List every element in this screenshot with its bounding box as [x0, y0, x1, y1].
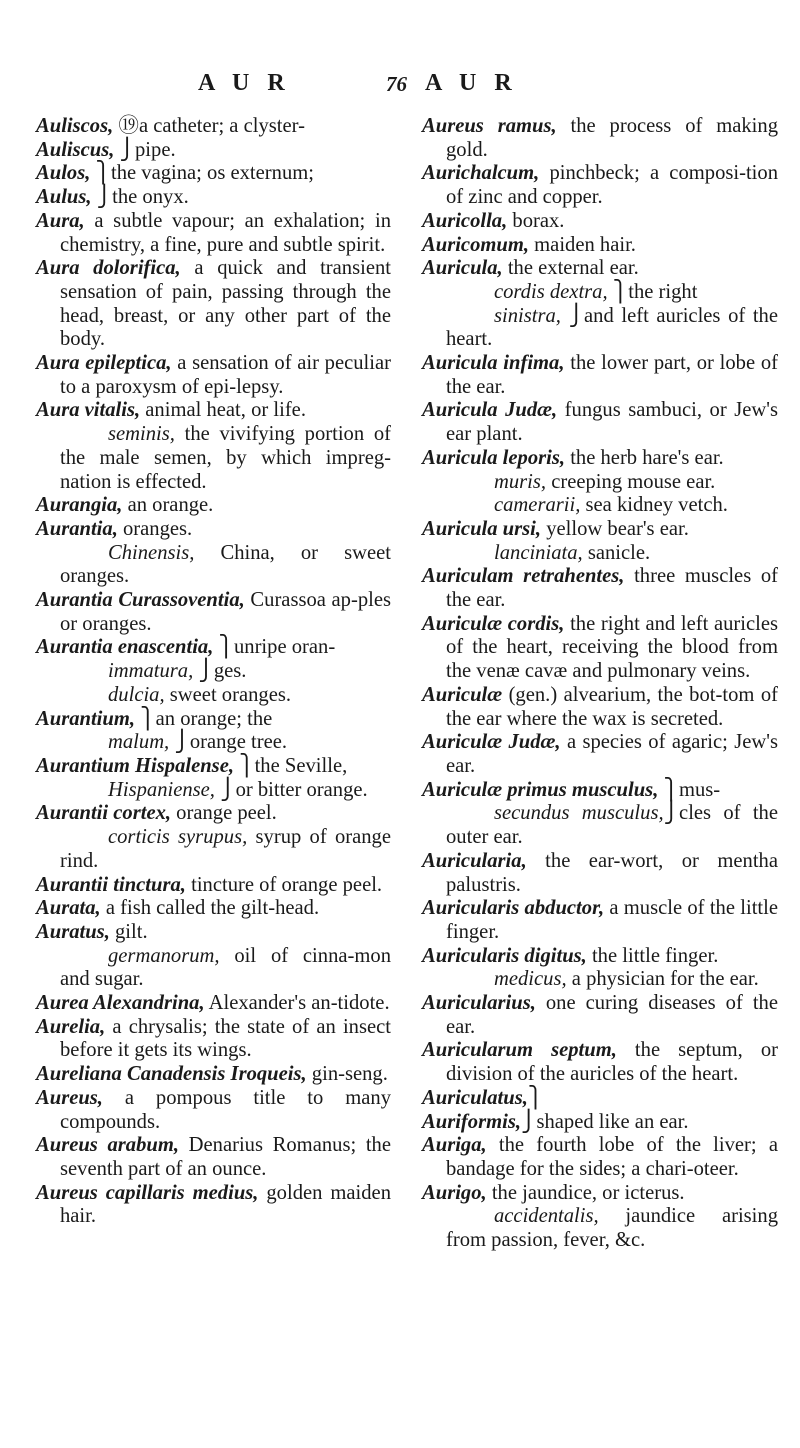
entry-definition: the right and left auricles of the heart, receiving the blood from the venæ cavæ and pulmonary veins. — [446, 612, 778, 683]
left-column — [36, 115, 391, 1229]
entry-headword: malum, — [108, 731, 170, 754]
entry-headword: germanorum, — [108, 944, 220, 967]
dictionary-entry — [422, 684, 778, 731]
entry-headword: Aurantii cortex, — [36, 802, 172, 825]
entry-definition: the external ear. — [502, 257, 639, 280]
dictionary-entry — [422, 992, 778, 1039]
dictionary-entry — [36, 115, 391, 139]
entry-headword: Aura vitalis, — [36, 399, 141, 422]
entry-headword: Auriculæ cordis, — [422, 612, 565, 635]
entry-definition: ⎫the vagina; os externum; — [90, 162, 314, 185]
dictionary-entry — [422, 162, 778, 209]
entry-headword: muris, — [494, 470, 547, 493]
entry-headword: Aurantium, — [36, 707, 136, 730]
entry-headword: cordis dextra, — [494, 280, 608, 303]
dictionary-entry — [422, 447, 778, 471]
entry-definition: the fourth lobe of the liver; a bandage for the sides; a chari-oteer. — [446, 1134, 778, 1180]
dictionary-entry — [36, 897, 391, 921]
entry-headword: Auricularis digitus, — [422, 944, 587, 967]
entry-headword: Auriformis, — [422, 1110, 521, 1133]
entry-headword: Aulus, — [36, 186, 92, 209]
dictionary-entry — [422, 352, 778, 399]
page-number: 76 — [386, 72, 407, 96]
entry-headword: Auliscos, — [36, 115, 114, 137]
entry-headword: immatura, — [108, 660, 194, 683]
dictionary-entry — [36, 494, 391, 518]
entry-headword: Aurichalcum, — [422, 162, 540, 185]
dictionary-entry — [36, 257, 391, 352]
dictionary-entry — [36, 802, 391, 826]
entry-headword: Aureus ramus, — [422, 115, 557, 137]
entry-headword: Auriculæ primus musculus, — [422, 778, 659, 801]
entry-headword: seminis, — [108, 423, 175, 446]
dictionary-entry — [36, 1063, 391, 1087]
dictionary-entry — [36, 139, 391, 163]
entry-headword: Hispaniense, — [108, 778, 215, 801]
dictionary-entry — [36, 731, 391, 755]
entry-headword: Auricularis abductor, — [422, 897, 605, 920]
dictionary-entry — [422, 731, 778, 778]
entry-headword: medicus, — [494, 968, 567, 991]
entry-headword: Auriculæ Judæ, — [422, 731, 561, 754]
entry-definition: sweet oranges. — [164, 683, 292, 706]
dictionary-entry — [36, 945, 391, 992]
dictionary-entry — [422, 399, 778, 446]
dictionary-entry — [36, 589, 391, 636]
entry-headword: Auricularius, — [422, 992, 536, 1015]
entry-definition: ⎫the right — [607, 280, 698, 303]
entry-definition: Denarius Romanus; the seventh part of an ounce. — [60, 1134, 391, 1180]
entry-definition: orange peel. — [171, 802, 277, 825]
dictionary-entry — [422, 1087, 778, 1111]
entry-headword: Auricomum, — [422, 233, 530, 256]
dictionary-entry — [422, 897, 778, 944]
entry-definition: golden maiden hair. — [60, 1181, 391, 1228]
dictionary-entry — [36, 636, 391, 660]
dictionary-entry — [422, 1111, 778, 1135]
entry-headword: Auriculatus, — [422, 1086, 528, 1109]
dictionary-entry — [422, 281, 778, 305]
dictionary-entry — [36, 1182, 391, 1229]
entry-definition: fungus sambuci, or Jew's ear plant. — [446, 399, 778, 446]
entry-headword: Aurantia enascentia, — [36, 636, 214, 659]
entry-definition: maiden hair. — [529, 233, 636, 256]
dictionary-entry — [422, 1039, 778, 1086]
entry-headword: Auricula Judæ, — [422, 399, 558, 422]
dictionary-entry — [422, 1134, 778, 1181]
dictionary-entry — [422, 968, 778, 992]
dictionary-entry — [36, 162, 391, 186]
dictionary-entry — [422, 850, 778, 897]
entry-headword: Auricularia, — [422, 849, 527, 872]
dictionary-entry — [422, 779, 778, 803]
dictionary-entry — [36, 186, 391, 210]
entry-definition: the septum, or division of the auricles of the heart. — [446, 1039, 778, 1086]
dictionary-entry — [422, 518, 778, 542]
entry-headword: Auratus, — [36, 920, 110, 943]
entry-headword: accidentalis, — [494, 1205, 599, 1228]
dictionary-entry — [422, 1182, 778, 1206]
dictionary-entry — [422, 494, 778, 518]
right-column — [422, 115, 778, 1253]
entry-definition: a sensation of air peculiar to a paroxysm of epi-lepsy. — [60, 352, 391, 398]
entry-headword: Aura, — [36, 209, 85, 232]
entry-definition: sea kidney vetch. — [580, 494, 728, 517]
entry-headword: Auriculam retrahentes, — [422, 565, 625, 588]
entry-headword: Aurata, — [36, 897, 101, 920]
dictionary-entry — [36, 826, 391, 873]
entry-definition: ⎭and left auricles of the heart. — [446, 304, 778, 351]
entry-headword: sinistra, — [494, 304, 561, 327]
dictionary-entry — [36, 755, 391, 779]
entry-definition: sanicle. — [582, 541, 651, 564]
entry-headword: Aurantia, — [36, 517, 118, 540]
entry-definition: the herb hare's ear. — [565, 446, 724, 469]
entry-headword: corticis syrupus, — [108, 826, 248, 849]
entry-definition: a muscle of the little finger. — [446, 897, 778, 943]
entry-definition: Alexander's an-tidote. — [204, 992, 390, 1015]
dictionary-entry — [36, 992, 391, 1016]
entry-definition: the jaundice, or icterus. — [486, 1181, 685, 1204]
entry-definition: ⎭the onyx. — [91, 186, 189, 209]
dictionary-entry — [422, 115, 778, 162]
dictionary-entry — [422, 234, 778, 258]
entry-definition: animal heat, or life. — [140, 399, 306, 422]
entry-headword: Auliscus, — [36, 138, 115, 161]
entry-headword: Aulos, — [36, 162, 91, 185]
entry-headword: Auricula leporis, — [422, 446, 566, 469]
entry-definition: ⎫the Seville, — [233, 754, 348, 777]
entry-headword: Auricula, — [422, 257, 503, 280]
entry-definition: ⎫ — [527, 1086, 544, 1109]
entry-headword: Aurantia Curassoventia, — [36, 589, 245, 612]
dictionary-entry — [36, 1016, 391, 1063]
entry-headword: camerarii, — [494, 494, 581, 517]
entry-headword: Auricolla, — [422, 209, 508, 232]
entry-headword: Aurantium Hispalense, — [36, 754, 234, 777]
entry-definition: tincture of orange peel. — [185, 873, 383, 896]
entry-definition: a species of agaric; Jew's ear. — [446, 731, 778, 777]
dictionary-entry — [36, 708, 391, 732]
dictionary-entry — [36, 352, 391, 399]
dictionary-entry — [422, 613, 778, 684]
entry-headword: Auricula ursi, — [422, 517, 542, 540]
entry-headword: dulcia, — [108, 683, 165, 706]
entry-headword: secundus musculus, — [494, 802, 664, 825]
dictionary-entry — [36, 1087, 391, 1134]
entry-definition: ⎭pipe. — [114, 138, 176, 161]
entry-definition: Curassoa ap-ples or oranges. — [60, 589, 392, 635]
entry-definition: gilt. — [109, 920, 148, 943]
dictionary-entry — [36, 874, 391, 898]
entry-headword: Auriculæ — [422, 683, 503, 706]
entry-definition: creeping mouse ear. — [546, 470, 716, 493]
entry-definition: oil of cinna-mon and sugar. — [60, 944, 391, 991]
header-left: A U R — [198, 70, 291, 96]
dictionary-entry — [36, 542, 391, 589]
dictionary-entry — [422, 210, 778, 234]
entry-definition: the little finger. — [586, 944, 719, 967]
dictionary-entry — [36, 779, 391, 803]
dictionary-entry — [422, 471, 778, 495]
entry-definition: the lower part, or lobe of the ear. — [446, 352, 779, 398]
entry-definition: the ear-wort, or mentha palustris. — [446, 849, 778, 896]
dictionary-entry — [36, 684, 391, 708]
entry-definition: a quick and transient sensation of pain, passing through the head, breast, or any other part of the body. — [60, 257, 391, 351]
entry-definition: a subtle vapour; an exhalation; in chemistry, a fine, pure and subtle spirit. — [60, 209, 391, 256]
entry-headword: Aurantii tinctura, — [36, 873, 186, 896]
entry-definition: a chrysalis; the state of an insect before it gets its wings. — [60, 1015, 391, 1062]
entry-definition: ⎭shaped like an ear. — [521, 1110, 689, 1133]
entry-headword: Aurelia, — [36, 1015, 106, 1038]
dictionary-entry — [422, 257, 778, 281]
entry-definition: ⑲a catheter; a clyster- — [113, 115, 305, 137]
entry-headword: Auricularum septum, — [422, 1039, 617, 1062]
dictionary-entry — [36, 518, 391, 542]
dictionary-entry — [422, 802, 778, 849]
entry-definition: the process of making gold. — [446, 115, 778, 161]
entry-headword: Chinensis, — [108, 541, 195, 564]
dictionary-entry — [422, 305, 778, 352]
dictionary-entry — [36, 1134, 391, 1181]
entry-definition: yellow bear's ear. — [541, 517, 689, 540]
entry-definition: jaundice arising from passion, fever, &c. — [446, 1205, 778, 1252]
entry-definition: oranges. — [117, 517, 193, 540]
header-right: A U R — [425, 70, 518, 96]
dictionary-entry — [36, 210, 391, 257]
entry-definition: a fish called the gilt-head. — [100, 897, 320, 920]
entry-headword: lanciniata, — [494, 541, 583, 564]
entry-definition: a pompous title to many compounds. — [60, 1086, 391, 1133]
entry-definition: ⎫mus- — [658, 778, 721, 801]
entry-definition: ⎫an orange; the — [135, 707, 273, 730]
entry-headword: Aurigo, — [422, 1181, 487, 1204]
entry-definition: ⎫unripe oran- — [213, 636, 336, 659]
entry-definition: three muscles of the ear. — [446, 565, 778, 612]
entry-definition: ⎭orange tree. — [169, 731, 287, 754]
entry-definition: one curing diseases of the ear. — [446, 992, 778, 1038]
dictionary-entry — [422, 945, 778, 969]
entry-definition: gin-seng. — [306, 1063, 388, 1086]
entry-headword: Aura dolorifica, — [36, 257, 181, 280]
dictionary-entry — [422, 565, 778, 612]
entry-definition: (gen.) alvearium, the bot-tom of the ear where the wax is secreted. — [446, 683, 778, 730]
entry-definition: borax. — [507, 209, 565, 232]
dictionary-entry — [422, 542, 778, 566]
dictionary-entry — [36, 423, 391, 494]
entry-definition: ⎭ges. — [193, 660, 247, 683]
entry-headword: Aurangia, — [36, 494, 123, 517]
entry-definition: ⎭cles of the outer ear. — [446, 802, 778, 849]
running-header — [0, 70, 800, 110]
entry-headword: Aurea Alexandrina, — [36, 992, 205, 1015]
entry-definition: China, or sweet oranges. — [60, 541, 391, 588]
entry-definition: syrup of orange rind. — [60, 826, 391, 872]
entry-headword: Aureus capillaris medius, — [36, 1181, 259, 1204]
entry-headword: Aureliana Canadensis Iroqueis, — [36, 1063, 307, 1086]
entry-definition: pinchbeck; a composi-tion of zinc and copper. — [446, 162, 778, 209]
entry-headword: Aura epileptica, — [36, 352, 172, 375]
dictionary-entry — [36, 399, 391, 423]
dictionary-entry — [422, 1205, 778, 1252]
entry-headword: Auricula infima, — [422, 352, 565, 375]
entry-definition: a physician for the ear. — [566, 968, 759, 991]
entry-headword: Auriga, — [422, 1134, 487, 1157]
entry-headword: Aureus, — [36, 1086, 103, 1109]
entry-headword: Aureus arabum, — [36, 1134, 179, 1157]
entry-definition: an orange. — [122, 494, 214, 517]
dictionary-entry — [36, 921, 391, 945]
entry-definition: the vivifying portion of the male semen, by which impreg-nation is effected. — [60, 423, 391, 493]
dictionary-entry — [36, 660, 391, 684]
entry-definition: ⎭or bitter orange. — [214, 778, 368, 801]
